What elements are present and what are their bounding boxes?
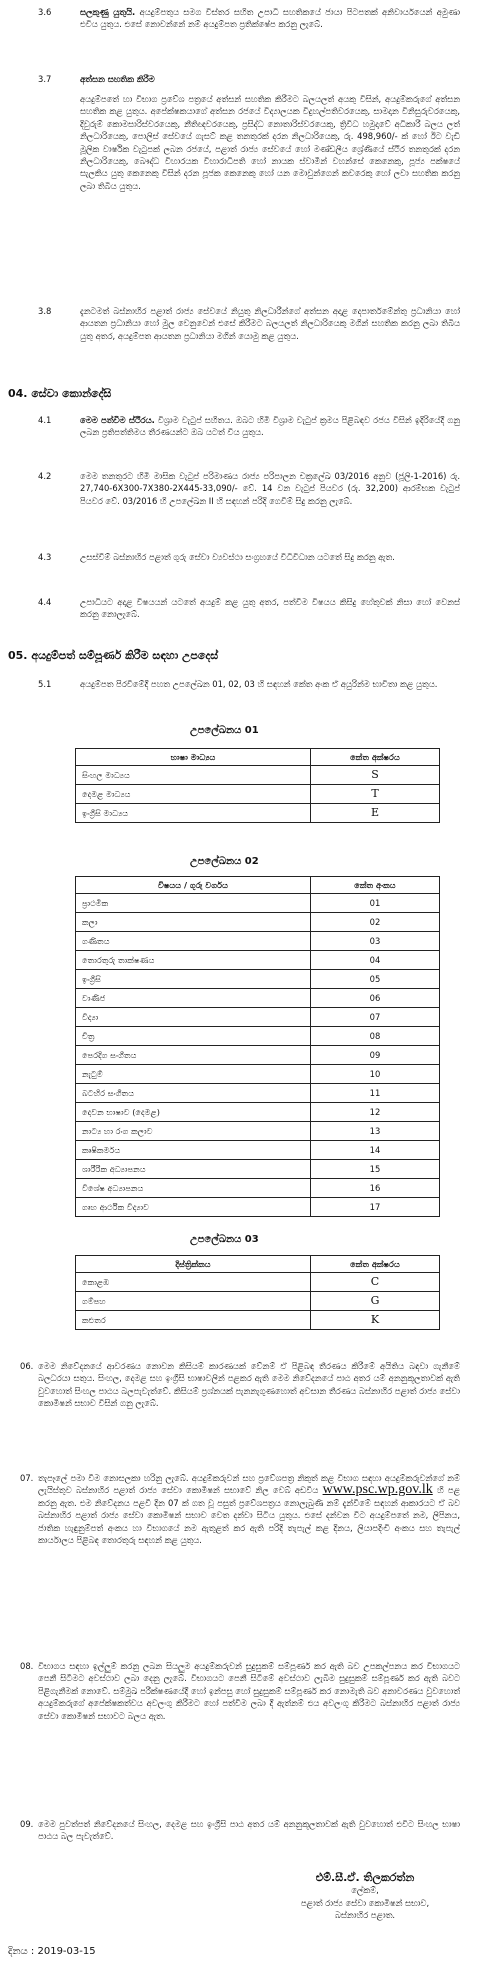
website-link[interactable]: www.psc.wp.gov.lk — [322, 1482, 433, 1498]
table-row — [76, 804, 440, 823]
section-number: 08. — [20, 1661, 34, 1671]
cell-code: T — [311, 785, 440, 804]
signature-block — [255, 1872, 475, 1922]
cell-code: G — [311, 1292, 440, 1311]
cell-subject: නැටුම් — [76, 1065, 311, 1084]
cell-district: කළුතර — [76, 1311, 311, 1330]
schedule-03-caption: උපලේඛනය 03 — [190, 1234, 259, 1245]
table-row — [76, 1292, 440, 1311]
table-row — [76, 1311, 440, 1330]
cell-code: 02 — [311, 913, 440, 932]
column-header: කේත අක්ෂරය — [311, 1256, 440, 1273]
section-number: 3.6 — [38, 7, 52, 17]
cell-subject: කෘෂිකර්මය — [76, 1141, 311, 1160]
section-title: සලකුණු යුතුයි. — [80, 7, 136, 17]
section-body: මෙම තනතුරට හිමි මාසික වැටුප් පරිමාණය රාජ්‍ය පරිපාලන චක්‍රලේඛ 03/2016 අනුව (ජූලි-1-2016) රු. 27,740-6X300-7X380-2X445-33,090/- වේ. 14 වන වැටුප් පියවර (රු. 32,200) ආරම්භක වැටුප් පියවර වේ. 03/2016 හි උපලේඛන II හි සඳහන් පරිදි ගෙවීම් සිදු කරනු ලැබේ. — [80, 471, 460, 506]
table-row — [76, 785, 440, 804]
table-header-row — [76, 749, 440, 766]
column-header: කේත අංකය — [311, 877, 440, 894]
table-row — [76, 1065, 440, 1084]
table-row — [76, 1273, 440, 1292]
section-text: මෙම පත්වීම ස්ථිරය. විශ්‍රාම වැටුප් සහිතය. ඔබට හිමි විශ්‍රාම වැටුප් ක්‍රමය පිළිබඳව රජය විසින් ඉදිරියේදී ගනු ලබන ප්‍රතිපත්තිමය තීරණයන්ට ඔබ යටත් විය යුතුය. — [80, 415, 460, 438]
cell-subject: පෙරදිග සංගීතය — [76, 1046, 311, 1065]
notice-date: දිනය : 2019-03-15 — [8, 1946, 96, 1957]
section-body: අයදුම්පතුය සමග විස්තර සහිත උපාධි සහතිකයේ ජායා පිටපතක් අනිවාර්යයෙන් අමුණා එවිය යුතුය. එසේ නොවන්නේ නම් අයදුම්පත ප්‍රතික්ෂේප කරනු ලැබේ. — [80, 7, 460, 30]
section-body: විභාගය සඳහා ඉල්ලුම් කරනු ලබන සියලුම අයදුම්කරුවන් සුදුසුකම් සම්පූර්ණ කර ඇති බව උපකල්පනය කර විභාගයට පෙනී සිටීමට අවස්ථාව ලබා දෙනු ලැබේ. විභාගයට පෙනී සිටීමේ අවස්ථාව ලැබීම සුදුසුකම් සම්පූර්ණ කර ඇති බවට පිළිගැනීමක් නොවේ. සම්මුඛ පරීක්ෂණයේදී හෝ ඉන්පසු හෝ සුදුසුකම් සම්පූර්ණ කර නොමැති බව අනාවරණය වුවහොත් අයදුම්කරුගේ අපේක්ෂකත්වය අවලංගු කිරීමට හෝ පත්වීම ලබා දී ඇත්නම් එය අවලංගු කිරීමට බස්නාහිර පළාත් රාජ්‍ය සේවා කොමිෂන් සභාවට බලය ඇත. — [38, 1661, 460, 1721]
cell-code: 01 — [311, 894, 440, 913]
table-row — [76, 951, 440, 970]
cell-subject: ඉංග්‍රීසි — [76, 970, 311, 989]
cell-code: 14 — [311, 1141, 440, 1160]
table-row — [76, 1160, 440, 1179]
cell-subject: විද්‍යා — [76, 1008, 311, 1027]
cell-code: 06 — [311, 989, 440, 1008]
section-number: 3.7 — [38, 74, 52, 84]
table-header-row — [76, 877, 440, 894]
cell-medium: සිංහල මාධ්‍යය — [76, 766, 311, 785]
column-header: දිස්ත්‍රික්කය — [76, 1256, 311, 1273]
cell-code: 03 — [311, 932, 440, 951]
cell-code: 11 — [311, 1084, 440, 1103]
cell-medium: ඉංග්‍රීසි මාධ්‍යය — [76, 804, 311, 823]
section-body: මෙම නිවේදනයේ ආවරණය නොවන කිසියම් කාරණයක් වේනම් ඒ පිළිබඳ තීරණය කිරීමේ අයිතිය බඳවා ගැනීමේ බලධරයා සතුය. සිංහල, දෙමළ සහ ඉංග්‍රීසි භාෂාවලින් පළකර ඇති මෙම නිවේදනයේ පාඨ අතර යම් අනනුකූලතාවක් ඇති වුවහොත් සිංහල පාඨය බලපැවැත්වේ. කිසියම් ප්‍රශ්නයක් පැනනැගුණහොත් අවසාන තීරණය බස්නාහිර පළාත් රාජ්‍ය සේවා කොමිෂන් සභාව විසින් ගනු ලැබේ. — [38, 1361, 460, 1409]
section-04-heading: 04. සේවා කොන්දේසි — [8, 387, 112, 400]
column-header: කේත අක්ෂරය — [311, 749, 440, 766]
table-row — [76, 1084, 440, 1103]
table-row — [76, 1198, 440, 1217]
cell-subject: ප්‍රාථමික — [76, 894, 311, 913]
cell-code: 13 — [311, 1122, 440, 1141]
signatory-province: බස්නාහිර පළාත. — [334, 1910, 396, 1921]
table-row — [76, 932, 440, 951]
table-row — [76, 989, 440, 1008]
cell-code: 15 — [311, 1160, 440, 1179]
cell-district: කොළඹ — [76, 1273, 311, 1292]
cell-subject: කලා — [76, 913, 311, 932]
cell-code: 08 — [311, 1027, 440, 1046]
table-row — [76, 894, 440, 913]
schedule-02-caption: උපලේඛනය 02 — [190, 856, 259, 867]
table-row — [76, 1122, 440, 1141]
column-header: භාෂා මාධ්‍යය — [76, 749, 311, 766]
cell-subject: බටහිර සංගීතය — [76, 1084, 311, 1103]
cell-code: 04 — [311, 951, 440, 970]
table-row — [76, 1008, 440, 1027]
cell-code: 16 — [311, 1179, 440, 1198]
cell-district: ගම්පහ — [76, 1292, 311, 1311]
section-number: 3.8 — [38, 306, 52, 316]
cell-code: 09 — [311, 1046, 440, 1065]
signatory-office: පළාත් රාජ්‍ය සේවා කොමිෂන් සභාව, — [300, 1897, 430, 1908]
section-body: උපාධියට අදාළ විෂයයන් යටතේ අයදුම් කළ යුතු අතර, පත්වීම විෂයය කිසිදු හේතුවක් නිසා හෝ වෙනස් කරනු නොලැබේ. — [80, 597, 460, 620]
section-body: මෙම පුවත්පත් නිවේදනයේ සිංහල, දෙමළ සහ ඉංග්‍රීසි පාඨ අතර යම් අනනුකූලතාවක් ඇති වුවහොත් එවිට සිංහල භාෂා පාඨය බල පැවැත්වේ. — [38, 1819, 460, 1842]
section-number: 07. — [20, 1473, 34, 1483]
cell-subject: නාට්‍ය හා රංග කලාව — [76, 1122, 311, 1141]
table-row — [76, 1103, 440, 1122]
table-row — [76, 913, 440, 932]
table-row — [76, 1141, 440, 1160]
cell-code: 05 — [311, 970, 440, 989]
signatory-title: ලේකම්, — [351, 1885, 379, 1896]
cell-code: 10 — [311, 1065, 440, 1084]
section-body: දැනටමත් බස්නාහිර පළාත් රාජ්‍ය සේවයේ නියුතු නිලධාරීන්ගේ අත්සන අදාළ දෙපාර්තමේන්තු ප්‍රධානියා හෝ ආයතන ප්‍රධානියා හෝ මුල වෙනුවෙන් එසේ කිරීමට බලයලත් නිලධාරියෙකු මගින් සහතික කරනු ලබා තිබිය යුතු අතර, අයදුම්පත ආයතන ප්‍රධානියා මගින් යොමු කළ යුතුය. — [80, 306, 460, 341]
section-number: 09. — [20, 1819, 34, 1829]
schedule-01-table — [75, 748, 440, 823]
section-body: තැපෑලේ පමා වීම නොසලකා හරිනු ලැබේ. අයදුම්කරුවන් සහ ප්‍රවේශපත්‍ර නිකුත් කළ විභාග සඳහා අයදුම්කරුවන්ගේ නම් ලැයිස්තුව බස්නාහිර පළාත් රාජ්‍ය සේවා කොමිෂන් සභාවේ නිල වෙබ් අඩවිය www.psc.wp.gov.lk හි පළ කරනු ඇත. එම නිවේදනය පළවී දින 07 ක් ගත වූ පසුත් ප්‍රවේශපත්‍රය නොලැබුණි නම් දැන්වීමේ සඳහන් ආකාරයට ඒ බව බස්නාහිර පළාත් රාජ්‍ය සේවා කොමිෂන් සභාව වෙත දන්වා සිටිය යුතුය. එසේ දන්වන විට අයදුම්පතේ නම, ලිපිනය, ජාතික හැඳුනුම්පත් අංකය හා විභාගයේ නම ඇතුළත් කර ඇති පරිදි තැපැල් කළ දිනය, ලියාපදිංචි අංකය සහ තැපැල් කාර්යාලය පිළිබඳ තොරතුරු සඳහන් කළ යුතුය. — [38, 1473, 460, 1546]
cell-subject: ගෘහ ආර්ථික විද්‍යාව — [76, 1198, 311, 1217]
cell-subject: වාණිජ — [76, 989, 311, 1008]
cell-code: 12 — [311, 1103, 440, 1122]
section-body: උසස්වීම් බස්නාහිර පළාත් ගුරු සේවා ව්‍යවස්ථා සංග්‍රහයේ විධිවිධාන යටතේ සිදු කරනු ඇත. — [80, 552, 395, 562]
schedule-02-table — [75, 876, 440, 1217]
table-row — [76, 970, 440, 989]
section-number: 06. — [20, 1361, 34, 1371]
cell-code: S — [311, 766, 440, 785]
cell-subject: ගණිතය — [76, 932, 311, 951]
schedule-01-caption: උපලේඛනය 01 — [190, 725, 259, 736]
column-header: විෂයය / ගුරු වර්ගය — [76, 877, 311, 894]
signatory-name: එම්.සී.ඒ. තිලකරත්න — [315, 1871, 415, 1884]
cell-subject: තොරතුරු තාක්ෂණය — [76, 951, 311, 970]
table-header-row — [76, 1256, 440, 1273]
section-number: 4.1 — [38, 415, 52, 425]
table-row — [76, 1179, 440, 1198]
cell-subject: දෙවන භාෂාව (දෙමළ) — [76, 1103, 311, 1122]
cell-medium: දෙමළ මාධ්‍යය — [76, 785, 311, 804]
cell-subject: චිත්‍ර — [76, 1027, 311, 1046]
section-title: අත්සන සහතික කිරීම — [80, 74, 155, 84]
cell-subject: ශාරීරික අධ්‍යාපනය — [76, 1160, 311, 1179]
cell-code: 07 — [311, 1008, 440, 1027]
cell-code: K — [311, 1311, 440, 1330]
schedule-03-table — [75, 1255, 440, 1330]
section-body: අයදුම්පත පිරවීමේදී පහත උපලේඛන 01, 02, 03 හි සඳහන් කේත අංක ඒ අයුරින්ම භාවිතා කළ යුතුය. — [80, 679, 438, 689]
section-body: අයදුම්පතේ හා විභාග ප්‍රවේශ පත්‍රයේ අත්සන් සහතික කිරීමට බලයලත් අයකු විසින්, අයදුම්කරුගේ අත්සන සහතික කළ යුතුය. අපේක්ෂකයාගේ අත්සන රජයේ විද්‍යාලයක විදුහල්පතිවරයෙකු, සාමදාන විනිසුරුවරයෙකු, දිවුරුම් කොමසාරිස්වරයෙකු, නීතිඥවරයෙකු, ප්‍රසිද්ධ නොතාරිස්වරයෙකු, ත්‍රිවිධ හමුදාවේ අධිකාරී බලය ලත් නිලධාරියෙකු, පොලිස් සේවයේ ගැසට් කළ තනතුරක් දරන නිලධාරියෙකු, රු. 498,960/- ක් හෝ ඊට වැඩි මූලික වාර්ෂික වැටුපක් ලබන රජයේ, පළාත් රාජ්‍ය සේවයේ හෝ මණ්ඩලීය ශ්‍රේණියේ ස්ථිර තනතුරක් දරන නිලධාරියෙකු, බෞද්ධ විහාරයක විහාරාධිපති හෝ නායක ස්වාමීන් වහන්සේ කෙනෙකු, පූජ්‍ය පක්ෂයේ සැලකිය යුතු කෙනෙකු විසින් දරන පූජක කෙනෙකු හෝ යන මොවුන්ගෙන් කවරෙකු හෝ ලවා සහතික කරනු ලබා තිබිය යුතුය. — [80, 94, 460, 191]
section-05-heading: 05. අයදුම්පත් සම්පූර්ණ කිරීම සඳහා උපදෙස් — [8, 649, 219, 662]
section-text — [80, 6, 460, 31]
section-number: 4.2 — [38, 471, 52, 481]
cell-code: E — [311, 804, 440, 823]
cell-subject: විශේෂ අධ්‍යාපනය — [76, 1179, 311, 1198]
cell-code: 17 — [311, 1198, 440, 1217]
table-row — [76, 766, 440, 785]
section-number: 4.3 — [38, 552, 52, 562]
section-number: 4.4 — [38, 597, 52, 607]
section-number: 5.1 — [38, 679, 52, 689]
table-row — [76, 1027, 440, 1046]
table-row — [76, 1046, 440, 1065]
cell-code: C — [311, 1273, 440, 1292]
